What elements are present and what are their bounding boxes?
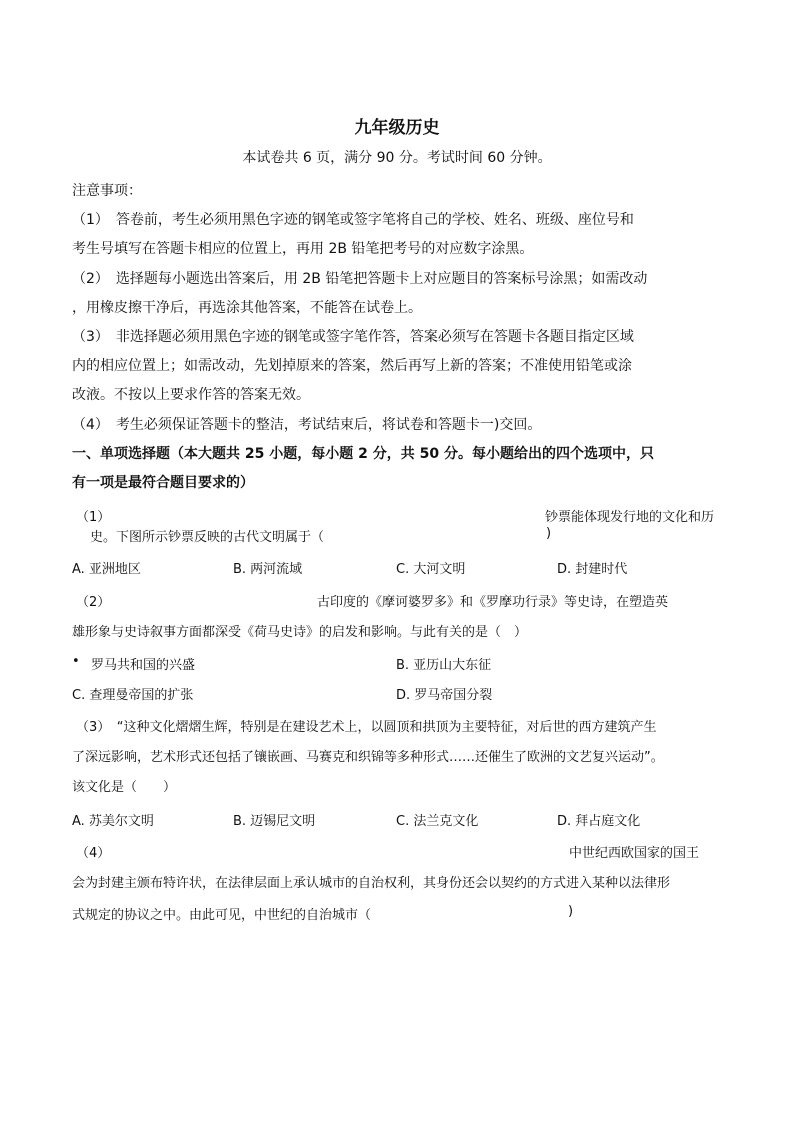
- q1-option-c[interactable]: C. 大河文明: [396, 562, 466, 577]
- q2-number: （2）: [76, 595, 111, 610]
- q3-option-d[interactable]: D. 拜占庭文化: [557, 814, 641, 829]
- notes-heading: 注意事项：: [72, 183, 142, 199]
- q3-text-line-1: （3） “这种文化熠熠生辉，特别是在建设艺术上，以圆顶和拱顶为主要特征，对后世的西方建筑产生: [76, 720, 657, 735]
- q3-text-line-3: 该文化是（ ）: [72, 780, 177, 795]
- note-3-line-2: 内的相应位置上；如需改动，先划掉原来的答案，然后再写上新的答案；不准使用铅笔或涂: [72, 358, 632, 374]
- q3-option-a[interactable]: A. 苏美尔文明: [72, 814, 154, 829]
- section-1-heading-line-2: 有一项是最符合题目要求的）: [72, 475, 254, 491]
- q2-option-b[interactable]: B. 亚历山大东征: [396, 658, 492, 673]
- note-3-line-1: （3） 非选择题必须用黑色字迹的钢笔或签字笔作答，答案必须写在答题卡各题目指定区域: [72, 329, 634, 345]
- q2-option-d[interactable]: D. 罗马帝国分裂: [396, 688, 493, 703]
- note-2-line-2: ，用橡皮擦干净后，再选涂其他答案，不能答在试卷上。: [72, 300, 422, 316]
- q2-text-line-2: 雄形象与史诗叙事方面都深受《荷马史诗》的启发和影响。与此有关的是（ ）: [72, 625, 528, 640]
- q3-option-b[interactable]: B. 迈锡尼文明: [233, 814, 316, 829]
- page-title: 九年级历史: [354, 118, 440, 138]
- note-4-line-1: （4） 考生必须保证答题卡的整洁，考试结束后，将试卷和答题卡一)交回。: [72, 417, 542, 433]
- q1-option-a[interactable]: A. 亚洲地区: [72, 562, 141, 577]
- q3-text-line-2: 了深远影响，艺术形式还包括了镶嵌画、马赛克和织锦等多种形式……还催生了欧洲的文艺复兴运动”。: [72, 750, 664, 765]
- q2-option-c[interactable]: C. 查理曼帝国的扩张: [72, 688, 194, 703]
- q1-text-right: 钞票能体现发行地的文化和历: [545, 510, 715, 525]
- q4-number: （4）: [76, 846, 111, 861]
- q1-close-paren: ): [546, 526, 552, 541]
- q1-option-b[interactable]: B. 两河流域: [233, 562, 303, 577]
- q1-text-line-2: 史。下图所示钞票反映的古代文明属于（: [90, 530, 325, 545]
- q4-text-line-3: 式规定的协议之中。由此可见，中世纪的自治城市（: [72, 908, 372, 923]
- q1-number: （1）: [76, 510, 111, 525]
- note-2-line-1: （2） 选择题每小题选出答案后，用 2B 铅笔把答题卡上对应题目的答案标号涂黑；如需改动: [72, 271, 648, 287]
- q2-text-line-1: 古印度的《摩诃婆罗多》和《罗摩功行录》等史诗，在塑造英: [317, 595, 669, 610]
- q3-option-c[interactable]: C. 法兰克文化: [396, 814, 479, 829]
- q4-text-right: 中世纪西欧国家的国王: [569, 846, 700, 861]
- q1-option-d[interactable]: D. 封建时代: [557, 562, 628, 577]
- q4-close-paren: ): [568, 904, 574, 919]
- q2-bullet: •: [72, 654, 80, 669]
- exam-info: 本试卷共 6 页，满分 90 分。考试时间 60 分钟。: [242, 150, 552, 166]
- note-1-line-2: 考生号填写在答题卡相应的位置上，再用 2B 铅笔把考号的对应数字涂黑。: [72, 241, 534, 257]
- section-1-heading-line-1: 一、单项选择题（本大题共 25 小题，每小题 2 分，共 50 分。每小题给出的四个选项中，只: [72, 446, 654, 462]
- q4-text-line-2: 会为封建主颁布特许状，在法律层面上承认城市的自治权利，其身份还会以契约的方式进入某种以法律形: [72, 876, 671, 891]
- note-3-line-3: 改液。不按以上要求作答的答案无效。: [72, 387, 310, 403]
- q2-option-a[interactable]: 罗马共和国的兴盛: [91, 658, 196, 673]
- note-1-line-1: （1） 答卷前，考生必须用黑色字迹的钢笔或签字笔将自己的学校、姓名、班级、座位号和: [72, 212, 634, 228]
